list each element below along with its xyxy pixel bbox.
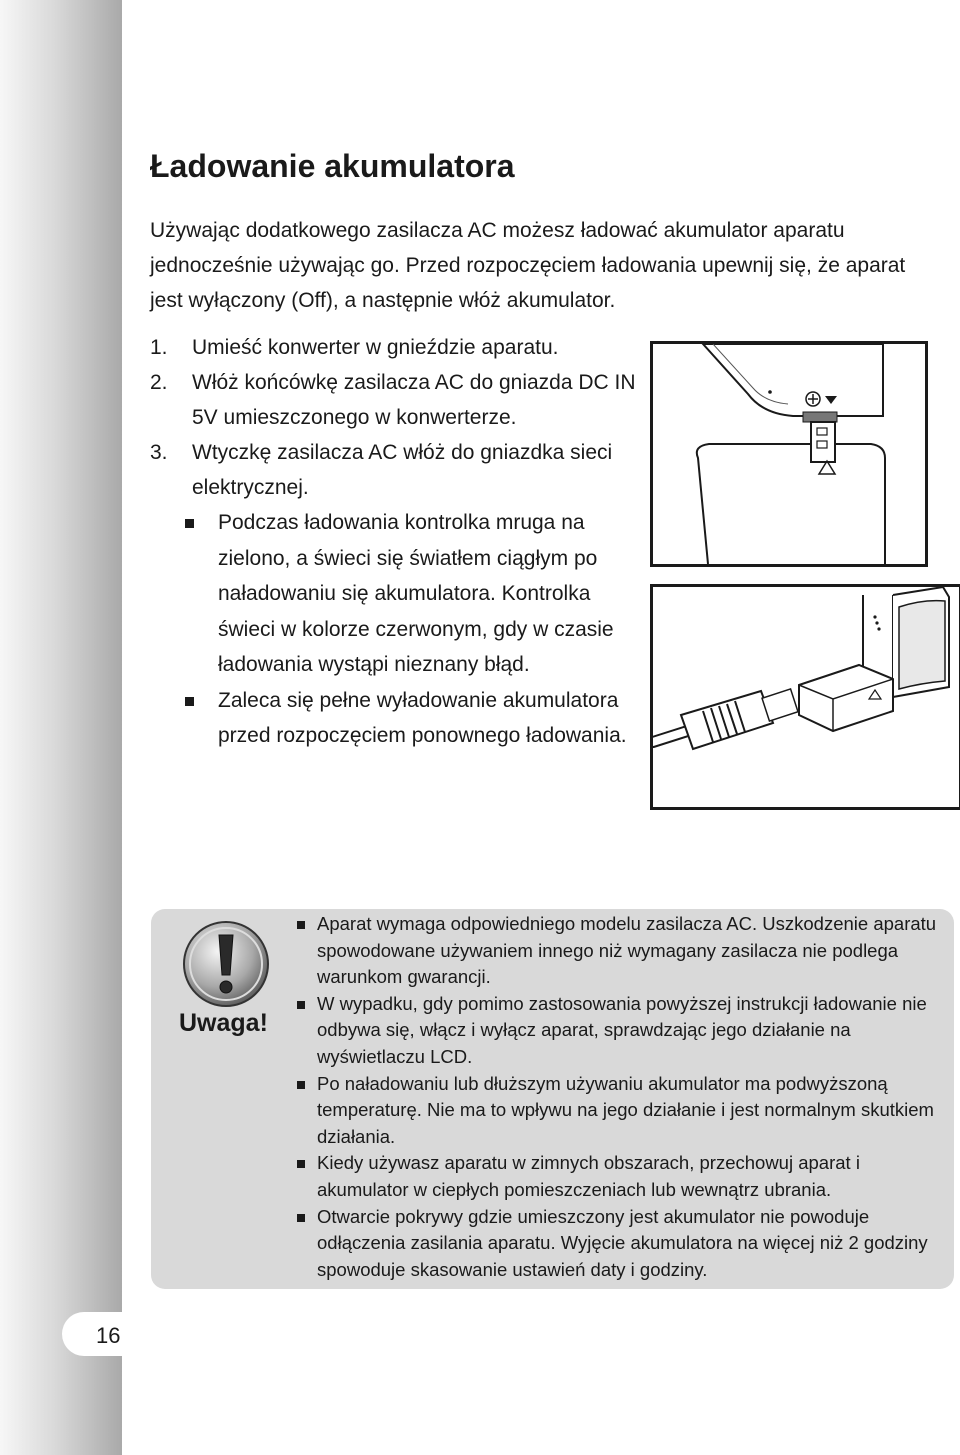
warning-text: Kiedy używasz aparatu w zimnych obszarach, przechowuj aparat i akumulator w ciepłych pomieszczeniach lub wewnątrz ubrania.: [317, 1152, 860, 1200]
warning-item: [295, 1150, 945, 1203]
warning-list: [295, 911, 945, 1283]
step-item: [150, 435, 650, 505]
note-text: Zaleca się pełne wyładowanie akumulatora przed rozpoczęciem ponownego ładowania.: [218, 688, 627, 747]
step-number: 3.: [150, 441, 168, 464]
note-item: [180, 683, 640, 754]
step-item: [150, 365, 650, 435]
note-text: Podczas ładowania kontrolka mruga na zielono, a świeci się światłem ciągłym po naładowaniu się akumulatora. Kontrolka świeci w kolorze czerwonym, gdy w czasie ładowania wystąpi nieznany błąd.: [218, 511, 614, 676]
square-bullet-icon: [297, 1214, 305, 1222]
square-bullet-icon: [297, 1001, 305, 1009]
square-bullet-icon: [297, 921, 305, 929]
warning-item: [295, 1071, 945, 1151]
converter-dc-plug-illustration: [650, 584, 960, 810]
square-bullet-icon: [297, 1081, 305, 1089]
step-number: 1.: [150, 336, 168, 359]
warning-item: [295, 911, 945, 991]
step-number: 2.: [150, 371, 168, 394]
step-text: Włóż końcówkę zasilacza AC do gniazda DC IN 5V umieszczonego w konwerterze.: [192, 371, 636, 429]
square-bullet-icon: [185, 519, 194, 528]
notes-list: [180, 505, 640, 754]
warning-item: [295, 991, 945, 1071]
step-item: [150, 330, 650, 365]
page-number: 16: [96, 1323, 121, 1348]
step-text: Wtyczkę zasilacza AC włóż do gniazdka sieci elektrycznej.: [192, 441, 613, 499]
warning-text: Po naładowaniu lub dłuższym używaniu akumulator ma podwyższoną temperaturę. Nie ma to wpływu na jego działanie i jest normalnym skutkiem działania.: [317, 1072, 934, 1147]
exclamation-icon: [181, 919, 271, 1014]
step-text: Umieść konwerter w gnieździe aparatu.: [192, 336, 559, 359]
warning-label: Uwaga!: [179, 1009, 268, 1037]
page-sidebar: [0, 0, 122, 1455]
steps-list: [150, 330, 650, 505]
note-item: [180, 505, 640, 683]
square-bullet-icon: [185, 697, 194, 706]
square-bullet-icon: [297, 1160, 305, 1168]
warning-text: Aparat wymaga odpowiedniego modelu zasilacza AC. Uszkodzenie aparatu spowodowane używaniem innego niż wymagany zasilacza nie podlega warunkom gwarancji.: [317, 913, 937, 988]
warning-text: Otwarcie pokrywy gdzie umieszczony jest akumulator nie powoduje odłączenia zasilania aparatu. Wyjęcie akumulatora na więcej niż 2 godziny spowoduje skasowanie ustawień daty i godziny.: [317, 1205, 928, 1280]
intro-paragraph: Używając dodatkowego zasilacza AC możesz ładować akumulator aparatu jednocześnie używając go. Przed rozpoczęciem ładowania upewnij się, że aparat jest wyłączony (Off), a następnie włóż akumulator.: [150, 219, 906, 312]
warning-text: W wypadku, gdy pomimo zastosowania powyższej instrukcji ładowanie nie odbywa się, włącz i wyłącz aparat, sprawdzając jego działanie na wyświetlaczu LCD.: [317, 992, 927, 1067]
warning-box: [151, 909, 954, 1289]
camera-converter-illustration: [650, 341, 928, 567]
page-title: Ładowanie akumulatora: [150, 148, 515, 184]
warning-item: [295, 1204, 945, 1284]
